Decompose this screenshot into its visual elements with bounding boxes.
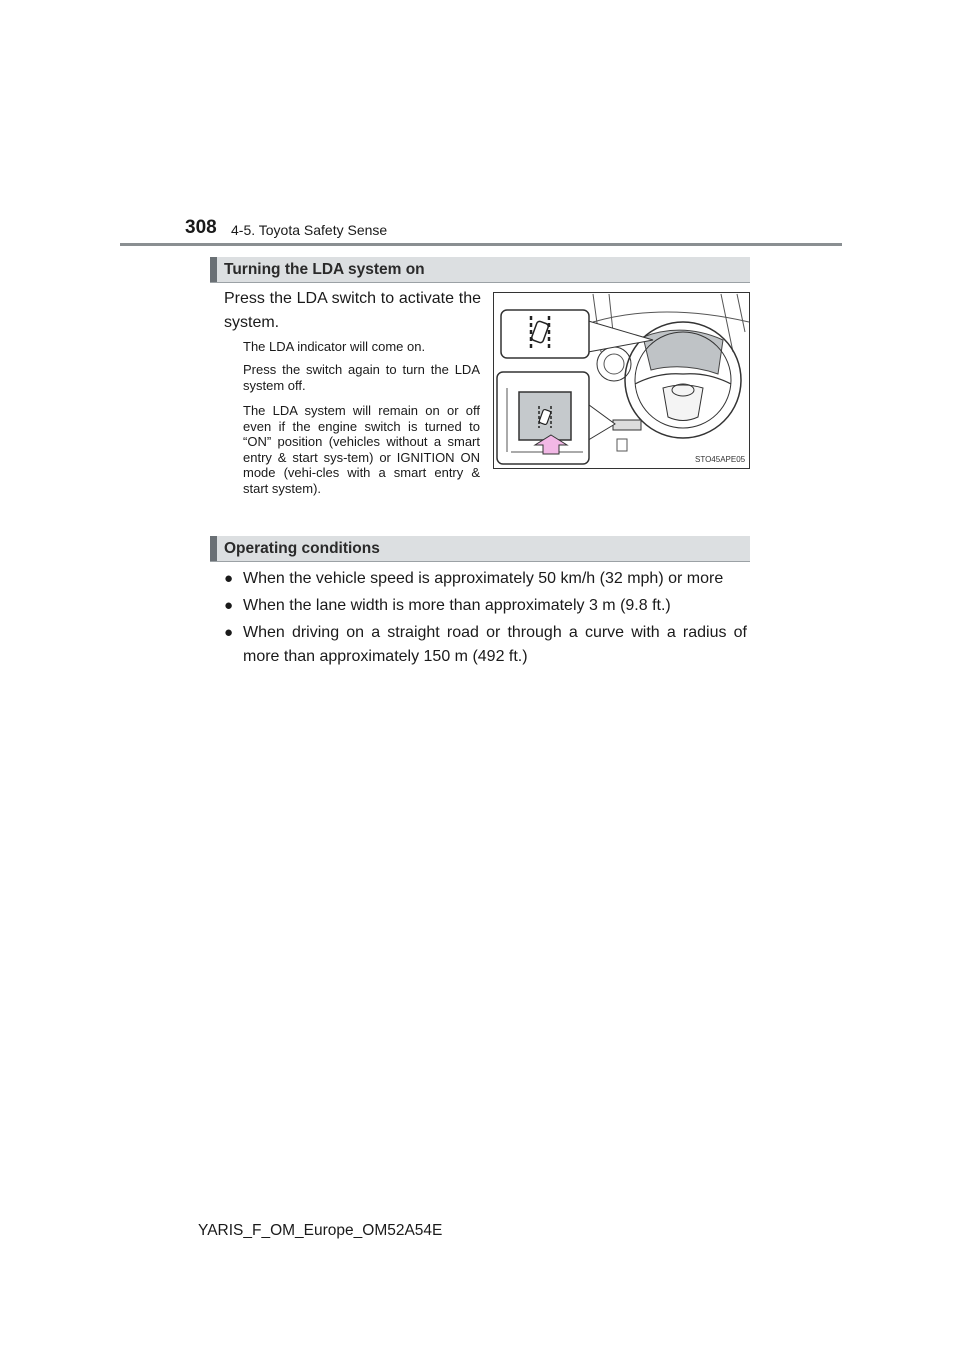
conditions-list — [224, 567, 747, 672]
document-code: YARIS_F_OM_Europe_OM52A54E — [198, 1222, 443, 1239]
note-turn-off: Press the switch again to turn the LDA system off. — [243, 362, 480, 393]
bullet-icon: ● — [224, 597, 234, 614]
list-item-text: When the vehicle speed is approximately 50 km/h (32 mph) or more — [243, 570, 724, 587]
illustration-code: STO45APE05 — [695, 455, 746, 464]
dashboard-illustration — [493, 292, 750, 469]
list-item-text: When the lane width is more than approximately 3 m (9.8 ft.) — [243, 597, 671, 614]
lead-paragraph: Press the LDA switch to activate the system. — [224, 290, 481, 331]
header-rule — [120, 243, 842, 246]
subheading-accent — [210, 257, 217, 282]
list-item — [224, 567, 747, 591]
subheading-operating-conditions — [210, 536, 750, 562]
subheading-title: Turning the LDA system on — [224, 261, 425, 278]
bullet-icon: ● — [224, 570, 234, 587]
subheading-turning-on — [210, 257, 750, 283]
subheading-title: Operating conditions — [224, 540, 380, 557]
list-item-text: When driving on a straight road or through a curve with a radius of more than approximately 150 m (492 ft.) — [243, 624, 747, 665]
list-item — [224, 621, 747, 669]
section-header: 4-5. Toyota Safety Sense — [231, 222, 388, 238]
note-remains-state: The LDA system will remain on or off even if the engine switch is turned to “ON” position (vehicles without a smart entry & start sys-tem) or IGNITION ON mode (vehi-cles with a smart entry & start system). — [243, 403, 480, 496]
bullet-icon: ● — [224, 624, 234, 641]
note-indicator-on: The LDA indicator will come on. — [243, 339, 426, 354]
subheading-accent — [210, 536, 217, 561]
list-item — [224, 594, 747, 618]
page-number: 308 — [185, 217, 217, 238]
